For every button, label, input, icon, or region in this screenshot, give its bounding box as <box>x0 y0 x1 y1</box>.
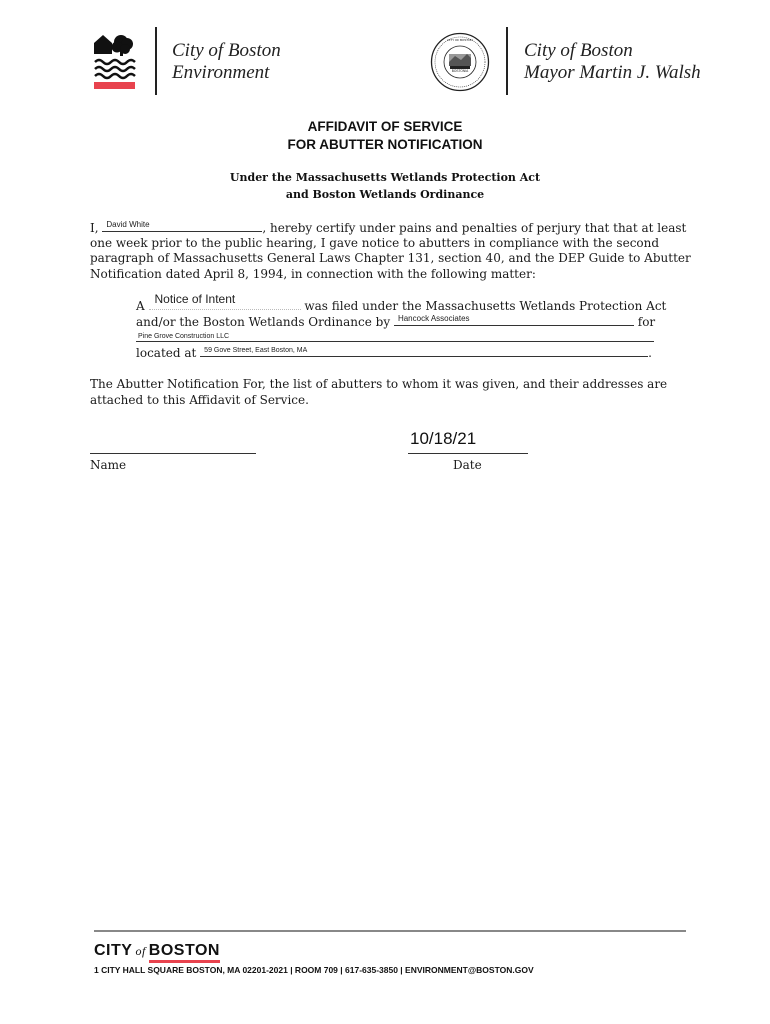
document-title-line2: FOR ABUTTER NOTIFICATION <box>287 137 483 152</box>
name-signature-line[interactable] <box>90 452 256 454</box>
filed-by-value: Hancock Associates <box>397 314 470 323</box>
footer-address: 1 CITY HALL SQUARE BOSTON, MA 02201-2021 | ROOM 709 | 617-635-3850 | ENVIRONMENT@BOSTON.GOV <box>94 965 534 975</box>
city-of-boston-footer-logo: CITY of BOSTON <box>94 942 220 960</box>
matter-line4: located at 59 Gove Street, East Boston, MA . <box>136 344 652 361</box>
document-title-line1: AFFIDAVIT OF SERVICE <box>307 119 463 134</box>
footer-divider <box>94 930 686 932</box>
document-subtitle-line1: Under the Massachusetts Wetlands Protection Act <box>229 171 541 184</box>
svg-text:BOSTONIA: BOSTONIA <box>451 69 469 73</box>
environment-brand-line1: City of Boston <box>172 40 281 61</box>
mayor-brand-line2: Mayor Martin J. Walsh <box>524 62 701 83</box>
environment-logo-icon <box>94 32 136 90</box>
filing-type-field[interactable] <box>149 292 301 310</box>
certification-line1: I, David White , hereby certify under pains and penalties of perjury that that at least <box>90 219 686 236</box>
applicant-value: Pine Grove Construction LLC <box>138 333 230 340</box>
certifier-name-field[interactable] <box>102 219 262 232</box>
matter-line1: A Notice of Intent was filed under the Massachusetts Wetlands Protection Act <box>136 292 667 313</box>
city-brand-line1: City of Boston <box>524 40 633 61</box>
date-signature-line[interactable] <box>408 452 528 454</box>
certification-line4: Notification dated April 8, 1994, in connection with the following matter: <box>90 267 536 281</box>
name-label: Name <box>90 458 127 472</box>
certification-line2: one week prior to the public hearing, I gave notice to abutters in compliance with the second <box>90 236 660 250</box>
date-value: 10/18/21 <box>410 429 477 448</box>
location-value: 59 Gove Street, East Boston, MA <box>204 347 308 354</box>
document-subtitle-line2: and Boston Wetlands Ordinance <box>285 188 485 201</box>
certification-line3: paragraph of Massachusetts General Laws Chapter 131, section 40, and the DEP Guide to Abutter <box>90 251 691 265</box>
attachment-line1: The Abutter Notification For, the list of abutters to whom it was given, and their addresses are <box>90 377 668 391</box>
attachment-line2: attached to this Affidavit of Service. <box>90 393 309 407</box>
date-label: Date <box>453 458 482 472</box>
certifier-name-value: David White <box>106 220 150 229</box>
applicant-field[interactable] <box>136 329 654 342</box>
filing-type-value: Notice of Intent <box>154 292 236 306</box>
city-seal-icon <box>430 32 490 92</box>
header-divider-right <box>506 27 508 95</box>
svg-text:CITY OF BOSTON: CITY OF BOSTON <box>447 38 473 42</box>
location-field[interactable] <box>200 344 648 357</box>
matter-line2: and/or the Boston Wetlands Ordinance by Hancock Associates for <box>136 313 655 330</box>
environment-brand-line2: Environment <box>172 62 270 83</box>
filed-by-field[interactable] <box>394 313 634 326</box>
header-divider-left <box>155 27 157 95</box>
